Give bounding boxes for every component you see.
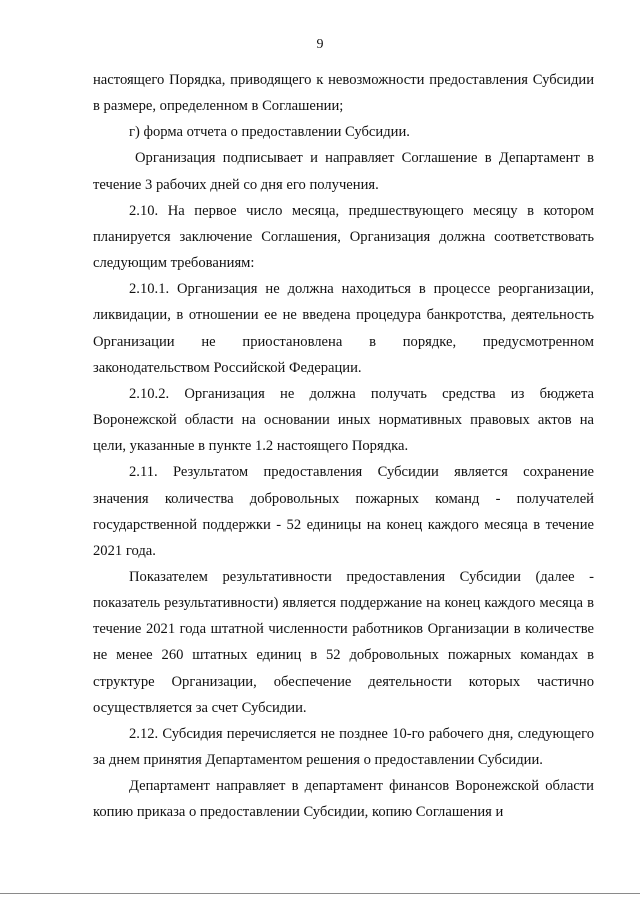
paragraph-2-10-1: 2.10.1. Организация не должна находиться в процессе реорганизации, ликвидации, в отношении ее не введена процедура банкротства, деятельность Организации не приостановлена в порядке, предусмотренном законодательством Российской Федерации. [93,281,594,376]
page-bottom-divider [0,893,640,894]
paragraph-performance-indicator: Показателем результативности предоставления Субсидии (далее - показатель результативности) является поддержание на конец каждого месяца в течение 2021 года штатной численности работников Организации в количестве не менее 260 штатных единиц в 52 добровольных пожарных командах в структуре Организации, обеспечение деятельности которых частично осуществляется за счет Субсидии. [93,568,594,716]
document-body [93,67,594,826]
paragraph-2-10: 2.10. На первое число месяца, предшествующего месяцу в котором планируется заключение Соглашения, Организация должна соответствовать следующим требованиям: [93,202,594,272]
paragraph-department-sends: Департамент направляет в департамент финансов Воронежской области копию приказа о предоставлении Субсидии, копию Соглашения и [93,778,594,821]
paragraph-report-form: г) форма отчета о предоставлении Субсидии. [129,124,410,141]
paragraph-2-10-2: 2.10.2. Организация не должна получать средства из бюджета Воронежской области на основании иных нормативных правовых актов на цели, указанные в пункте 1.2 настоящего Порядка. [93,385,594,455]
paragraph-2-11: 2.11. Результатом предоставления Субсидии является сохранение значения количества добровольных пожарных команд - получателей государственной поддержки - 52 единицы на конец каждого месяца в течение 2021 года. [93,464,594,559]
paragraph-signing: Организация подписывает и направляет Соглашение в Департамент в течение 3 рабочих дней со дня его получения. [93,150,594,193]
paragraph-continuation: настоящего Порядка, приводящего к невозможности предоставления Субсидии в размере, определенном в Соглашении; [93,72,594,115]
paragraph-2-12: 2.12. Субсидия перечисляется не позднее 10-го рабочего дня, следующего за днем принятия Департаментом решения о предоставлении Субсидии. [93,725,594,769]
page-number: 9 [316,37,324,52]
